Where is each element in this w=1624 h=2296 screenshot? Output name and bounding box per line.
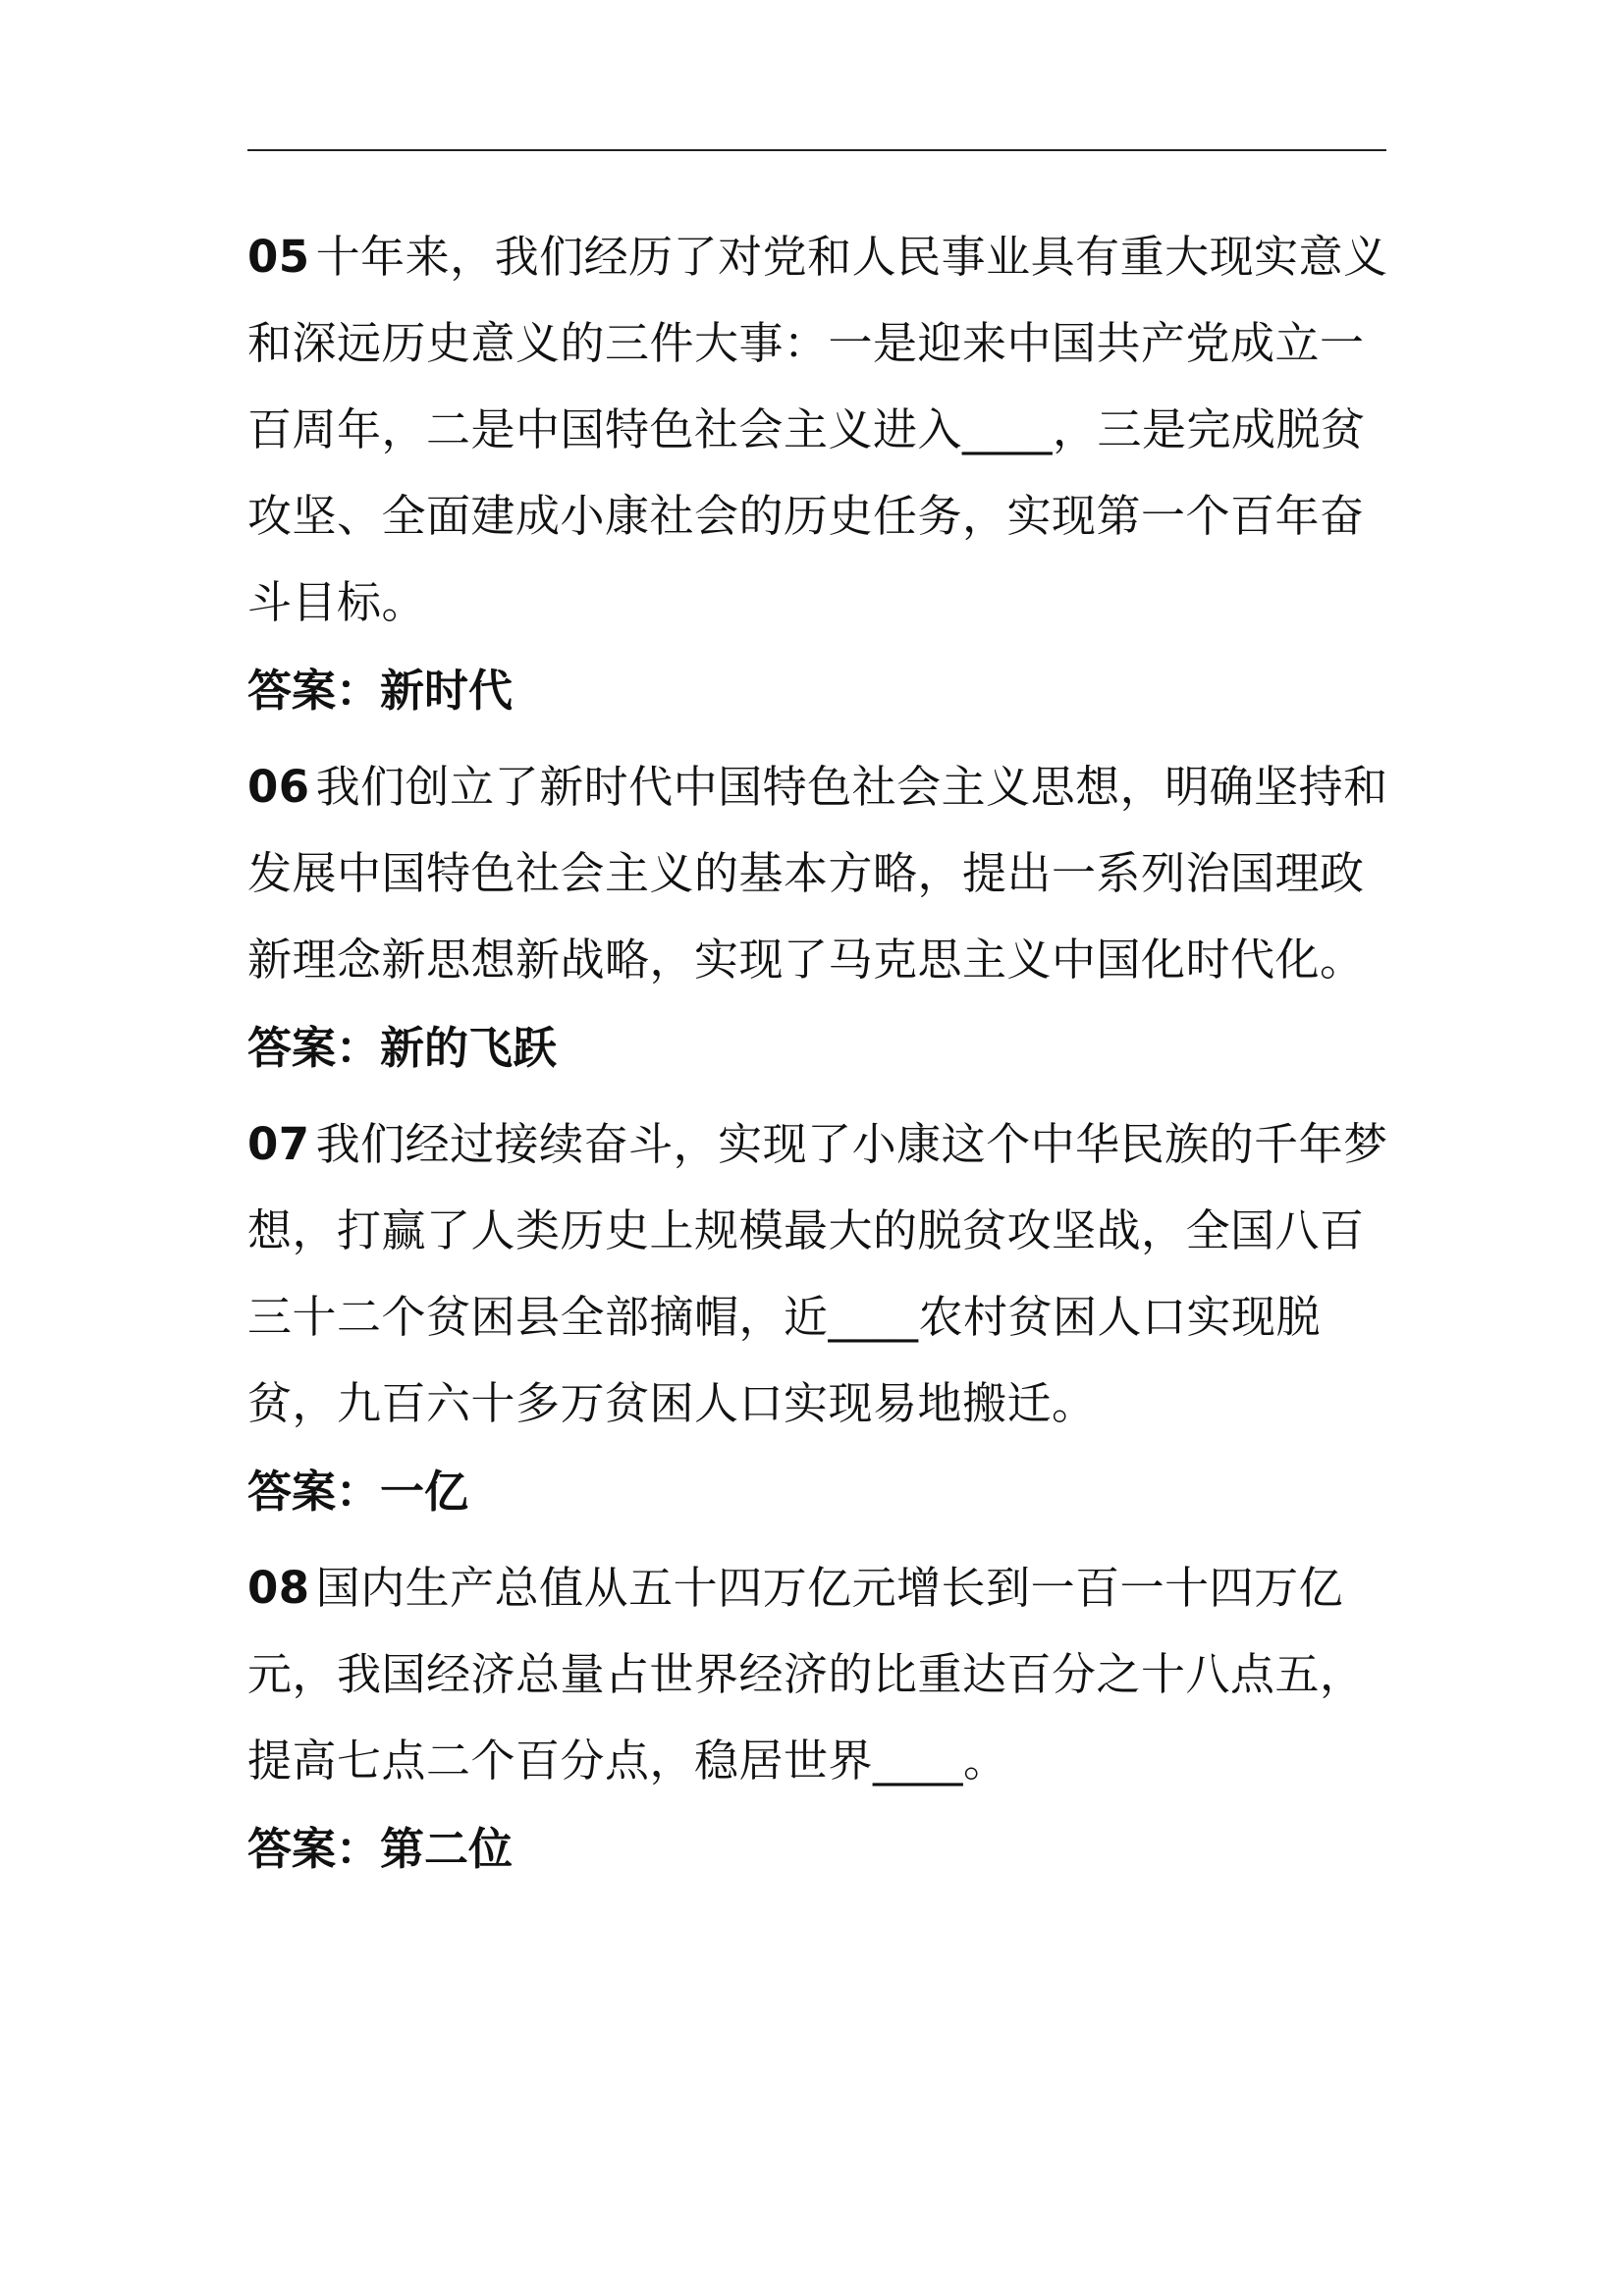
header-rule — [247, 149, 1386, 151]
answer-text: 答案：新时代 — [247, 665, 514, 717]
question-list — [247, 214, 1406, 1902]
question-body: 十年来，我们经历了对党和人民事业具有重大现实意义和深远历史意义的三件大事：一是迎来中国共产党成立一百周年，二是中国特色社会主义进入____，三是完成脱贫攻坚、全面建成小康社会的历史任务，实现第一个百年奋斗目标。 — [247, 231, 1388, 628]
question-number: 08 — [247, 1562, 310, 1614]
question-number: 06 — [247, 761, 310, 813]
question-number: 07 — [247, 1118, 310, 1170]
answer-text: 答案：一亿 — [247, 1466, 469, 1518]
answer-text: 答案：第二位 — [247, 1823, 514, 1875]
question-text — [247, 1545, 1406, 1804]
question-number: 05 — [247, 231, 310, 283]
question-text — [247, 1101, 1406, 1447]
question-block-05 — [247, 214, 1406, 734]
question-body: 国内生产总值从五十四万亿元增长到一百一十四万亿元，我国经济总量占世界经济的比重达百分之十八点五，提高七点二个百分点，稳居世界____。 — [247, 1562, 1365, 1787]
question-block-07 — [247, 1101, 1406, 1535]
question-text — [247, 214, 1406, 646]
question-block-06 — [247, 744, 1406, 1092]
question-block-08 — [247, 1545, 1406, 1893]
answer-text: 答案：新的飞跃 — [247, 1022, 558, 1074]
question-text — [247, 744, 1406, 1003]
question-body: 我们创立了新时代中国特色社会主义思想，明确坚持和发展中国特色社会主义的基本方略，提出一系列治国理政新理念新思想新战略，实现了马克思主义中国化时代化。 — [247, 761, 1388, 986]
question-body: 我们经过接续奋斗，实现了小康这个中华民族的千年梦想，打赢了人类历史上规模最大的脱贫攻坚战，全国八百三十二个贫困县全部摘帽，近____农村贫困人口实现脱贫，九百六十多万贫困人口实现易地搬迁。 — [247, 1118, 1388, 1429]
